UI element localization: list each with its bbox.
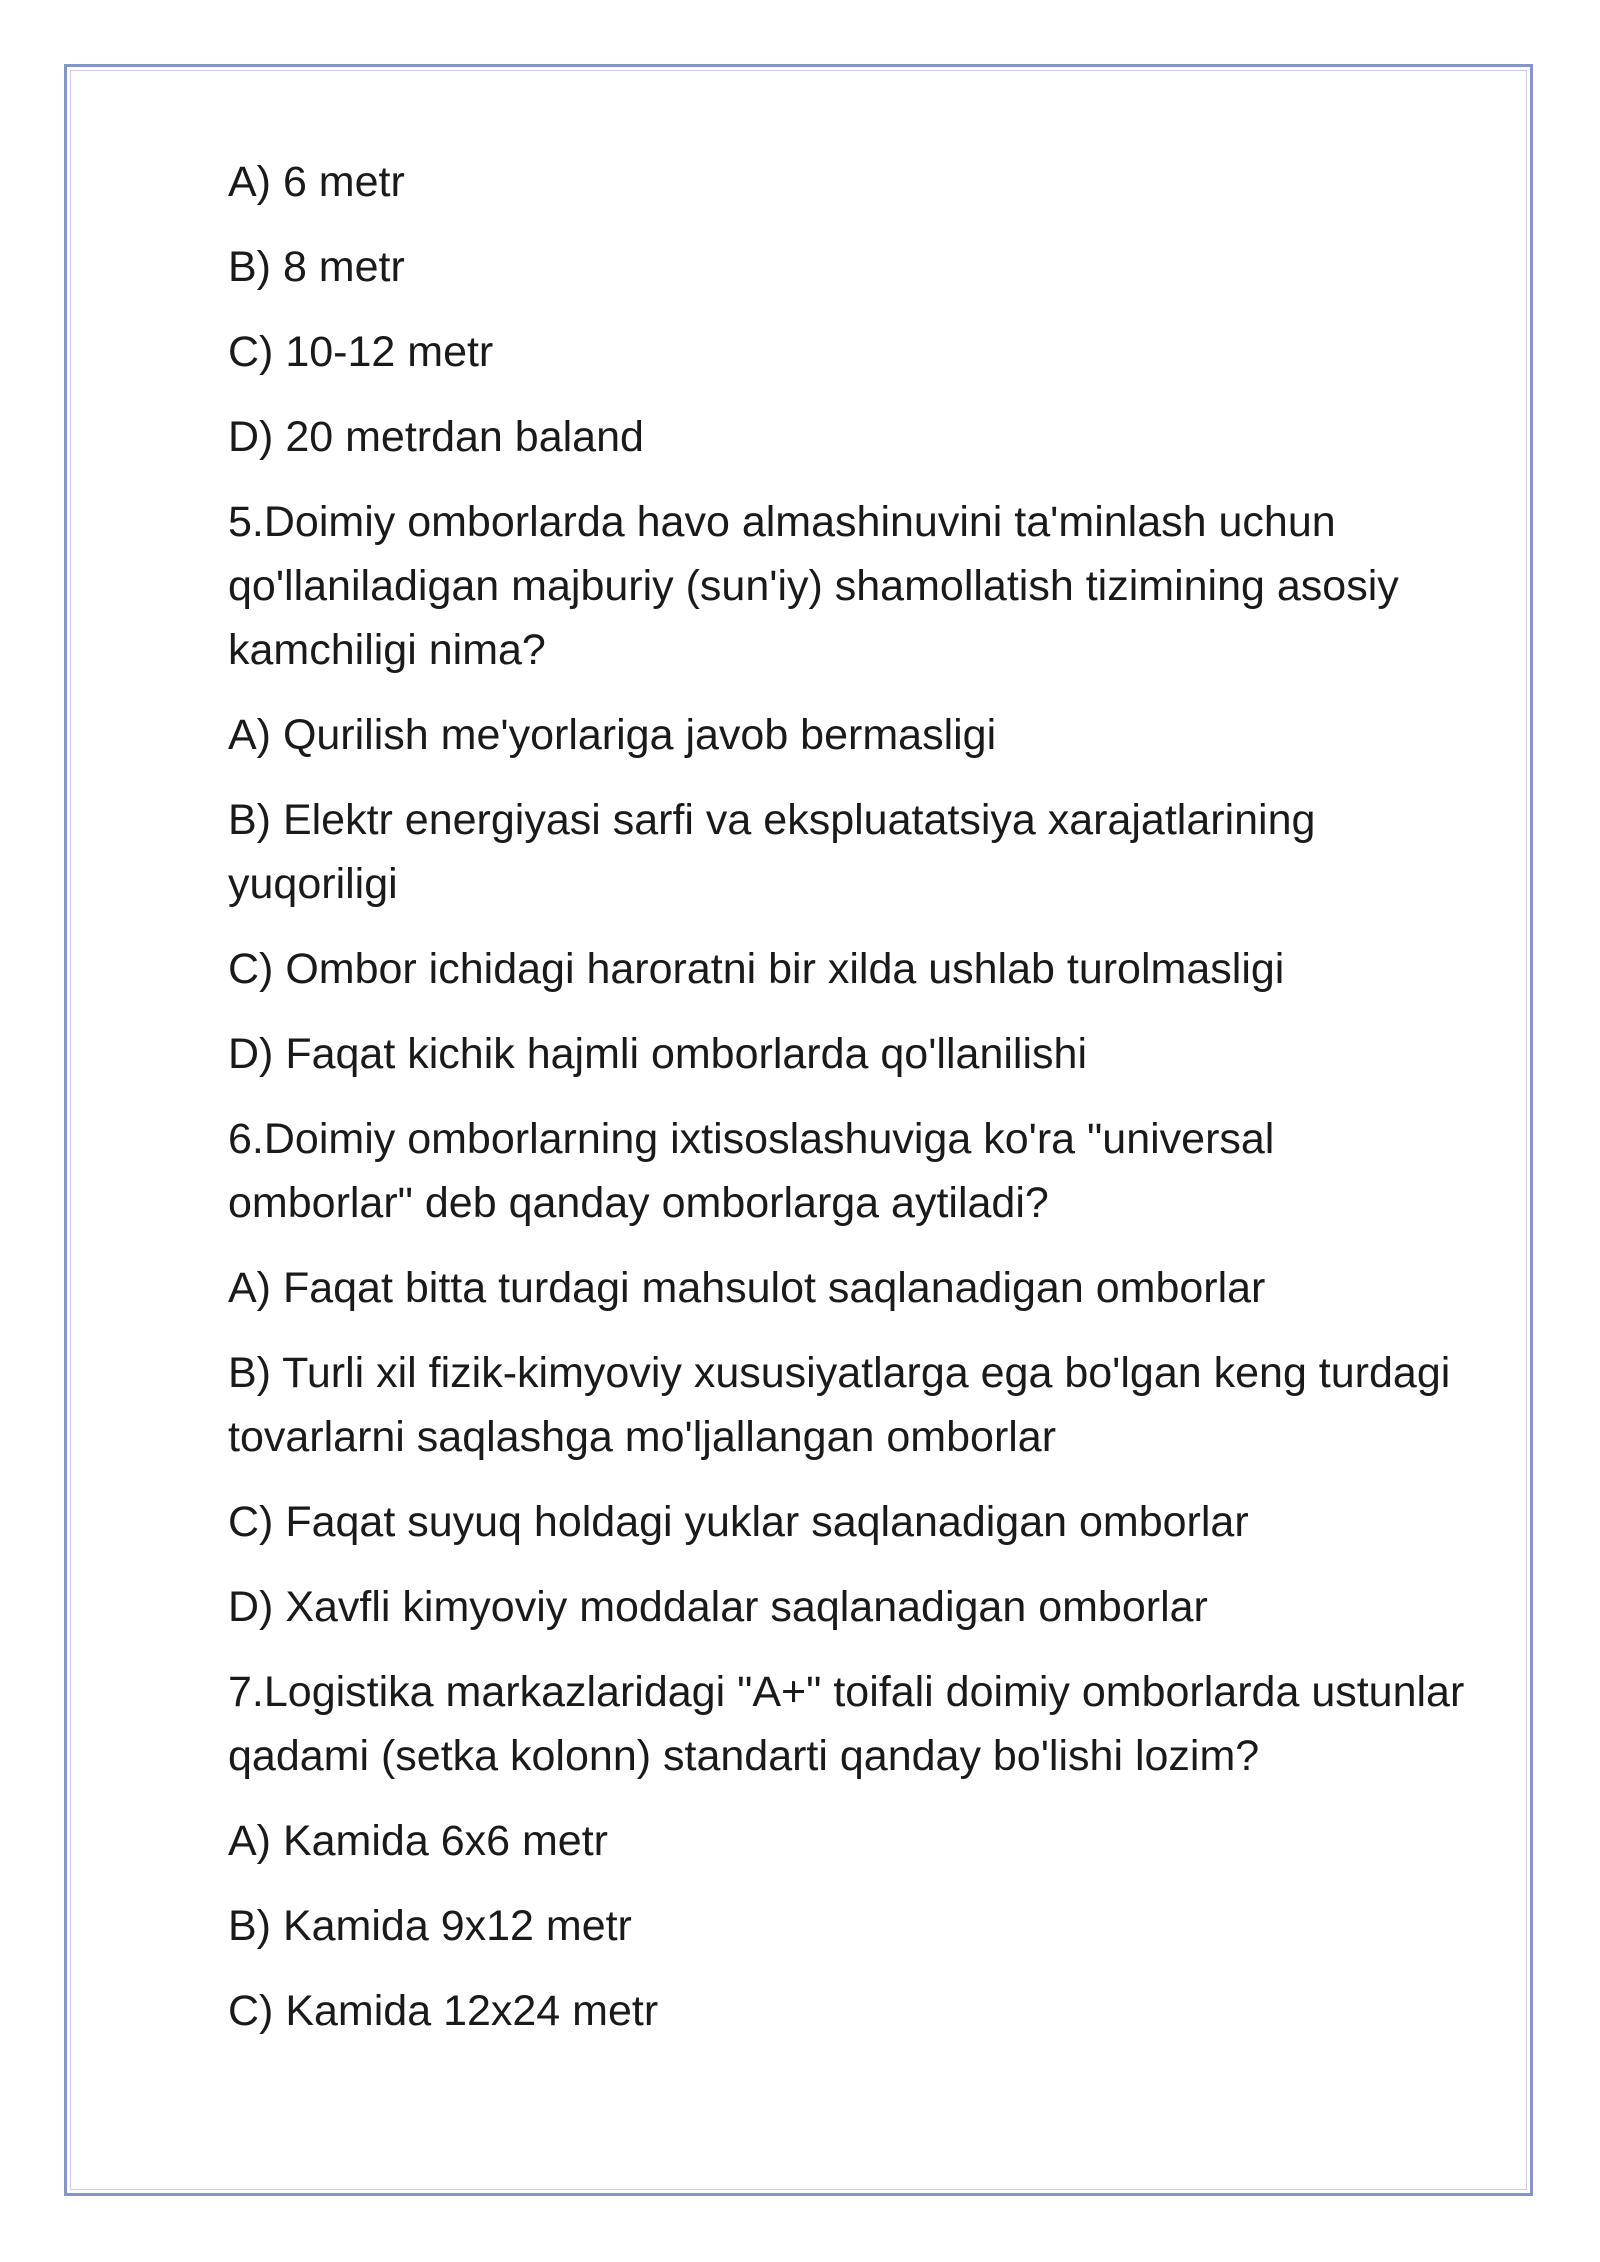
q5-option-a: A) Qurilish me'yorlariga javob bermasligi: [228, 711, 997, 759]
q5-option-b: B) Elektr energiyasi sarfi va ekspluatatsiya xarajatlarining yuqoriligi: [228, 796, 1316, 908]
q5-option-c: C) Ombor ichidagi haroratni bir xilda ushlab turolmasligi: [228, 945, 1285, 993]
q6-option-d: D) Xavfli kimyoviy moddalar saqlanadigan omborlar: [228, 1583, 1208, 1631]
q5-option-d: D) Faqat kichik hajmli omborlarda qo'llanilishi: [228, 1030, 1087, 1078]
question-6: 6.Doimiy omborlarning ixtisoslashuviga ko'ra "universal omborlar" deb qanday omborlarga aytiladi?: [228, 1115, 1275, 1227]
question-5: 5.Doimiy omborlarda havo almashinuvini ta'minlash uchun qo'llaniladigan majburiy (sun'iy) shamollatish tizimining asosiy kamchiligi nima?: [228, 498, 1399, 674]
q4-option-a: A) 6 metr: [228, 158, 405, 206]
q6-option-b: B) Turli xil fizik-kimyoviy xususiyatlarga ega bo'lgan keng turdagi tovarlarni saqlashga mo'ljallangan omborlar: [228, 1349, 1451, 1461]
q7-option-a: A) Kamida 6x6 metr: [228, 1817, 608, 1865]
q7-option-c: C) Kamida 12x24 metr: [228, 1987, 659, 2035]
q6-option-a: A) Faqat bitta turdagi mahsulot saqlanadigan omborlar: [228, 1264, 1266, 1312]
q4-option-b: B) 8 metr: [228, 243, 405, 291]
question-7: 7.Logistika markazlaridagi "A+" toifali doimiy omborlarda ustunlar qadami (setka kolonn) standarti qanday bo'lishi lozim?: [228, 1668, 1465, 1780]
q7-option-b: B) Kamida 9x12 metr: [228, 1902, 632, 1950]
q6-option-c: C) Faqat suyuq holdagi yuklar saqlanadigan omborlar: [228, 1498, 1249, 1546]
document-body: [228, 150, 1488, 2064]
q4-option-d: D) 20 metrdan baland: [228, 413, 644, 461]
q4-option-c: C) 10-12 metr: [228, 328, 494, 376]
